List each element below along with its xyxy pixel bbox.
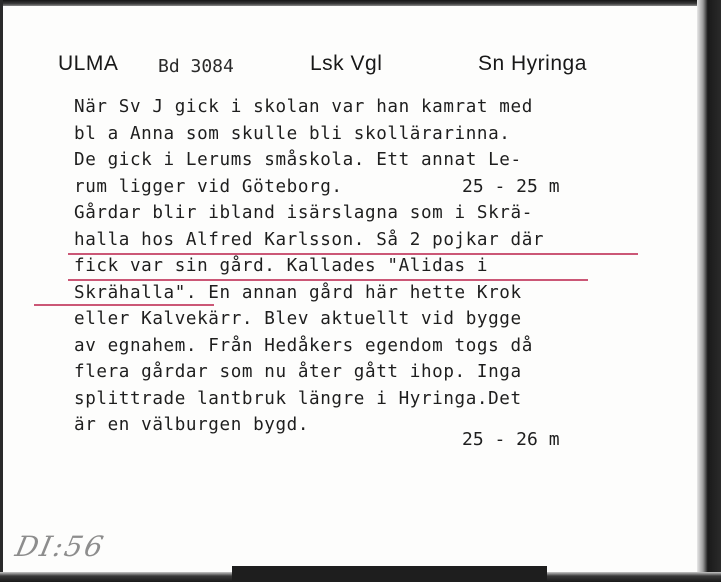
text-line-11: flera gårdar som nu åter gått ihop. Inga (74, 362, 522, 382)
scan-edge-top (0, 0, 721, 6)
scan-edge-right (697, 0, 721, 582)
text-line-4: rum ligger vid Göteborg. (74, 176, 343, 197)
text-line-6: halla hos Alfred Karlsson. Så 2 pojkar där (74, 229, 545, 250)
text-line-5: Gårdar blir ibland isärslagna som i Skrä- (74, 203, 533, 223)
text-line-10: av egnahem. Från Hedåkers egendom togs då (74, 335, 533, 356)
text-line-2: bl a Anna som skulle bli skollärarinna. (74, 123, 511, 144)
text-line-3: De gick i Lerums småskola. Ett annat Le- (74, 150, 522, 170)
text-line-13: är en välburgen bygd. (74, 415, 310, 435)
handwritten-signum: DI:56 (12, 530, 109, 563)
archive-code: ULMA (58, 52, 119, 75)
red-underline-1 (68, 253, 638, 255)
text-line-1: När Sv J gick i skolan var han kamrat med (74, 97, 533, 117)
red-underline-2 (68, 279, 588, 281)
red-underline-3 (34, 304, 214, 306)
text-line-12: splittrade lantbruk längre i Hyringa.Det (74, 388, 522, 409)
district-label: Lsk Vgl (310, 52, 383, 75)
text-line-9: eller Kalvekärr. Blev aktuellt vid bygge (74, 309, 522, 329)
scan-edge-left (0, 0, 3, 582)
reference-number-1: 25 - 25 m (462, 176, 560, 197)
card-body (74, 94, 674, 439)
volume-number: Bd 3084 (158, 56, 234, 77)
card-header (58, 52, 678, 86)
text-line-8: Skrähalla". En annan gård här hette Krok (74, 282, 522, 303)
parish-label: Sn Hyringa (478, 52, 587, 75)
reference-number-2: 25 - 26 m (462, 429, 560, 450)
text-line-7: fick var sin gård. Kallades "Alidas i (74, 256, 489, 276)
scan-edge-bottom-shadow (232, 566, 547, 582)
